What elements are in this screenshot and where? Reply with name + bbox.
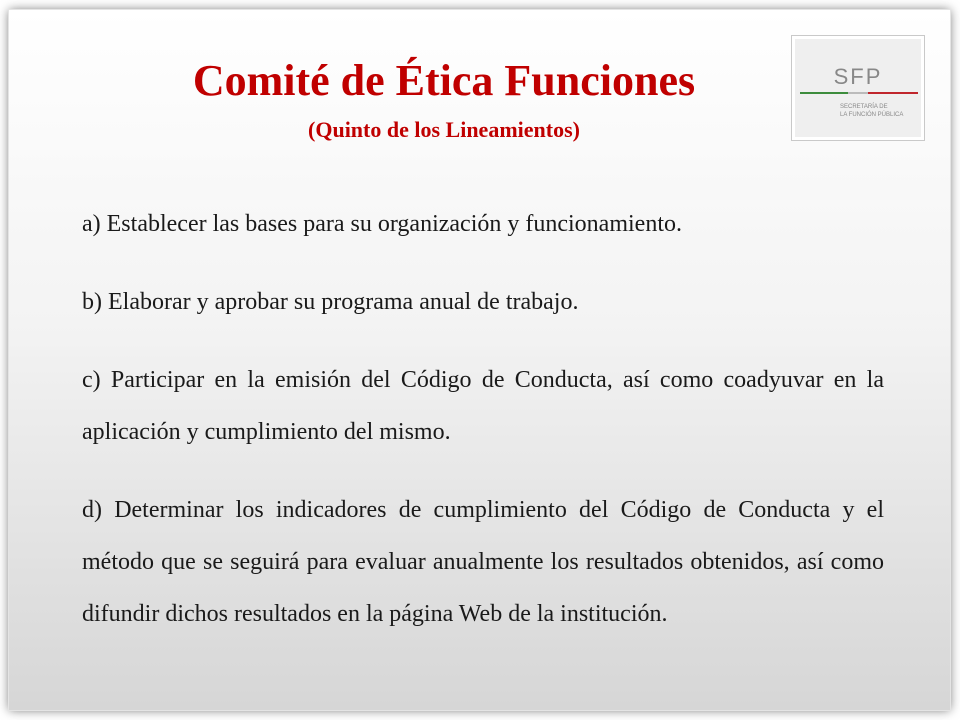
sfp-logo-graphic (792, 36, 924, 140)
logo-line-2: LA FUNCIÓN PÚBLICA (840, 112, 904, 118)
slide-subtitle: (Quinto de los Lineamientos) (308, 117, 580, 142)
slide (9, 10, 950, 710)
logo-abbreviation: SFP (833, 64, 883, 89)
function-item-b: b) Elaborar y aprobar su programa anual de trabajo. (82, 289, 579, 315)
function-item-d: d) Determinar los indicadores de cumplimiento del Código de Conducta y el método que se seguirá para evaluar anualmente los resultados obtenidos, así como difundir dichos resultados en la página Web de la institución. (82, 497, 884, 627)
function-item-a: a) Establecer las bases para su organización y funcionamiento. (82, 211, 682, 237)
logo-line-1: SECRETARÍA DE (840, 104, 888, 110)
functions-list (82, 198, 884, 666)
sfp-logo (791, 35, 925, 141)
slide-title: Comité de Ética Funciones (192, 56, 696, 105)
function-item-c: c) Participar en la emisión del Código de Conducta, así como coadyuvar en la aplicación y cumplimiento del mismo. (82, 367, 884, 445)
